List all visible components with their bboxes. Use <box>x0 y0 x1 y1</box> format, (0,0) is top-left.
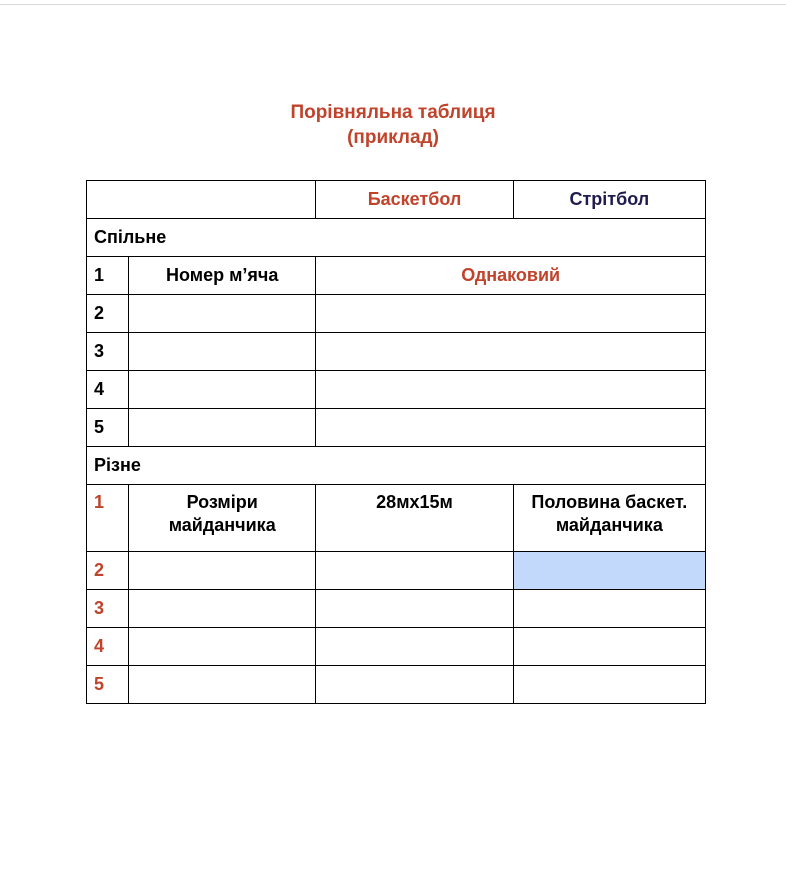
table-row <box>87 409 706 447</box>
table-row <box>87 295 706 333</box>
section-different-row <box>87 447 706 485</box>
row-number[interactable]: 2 <box>87 552 129 590</box>
table-row <box>87 371 706 409</box>
row-number[interactable]: 3 <box>87 333 129 371</box>
selected-streetball-cell[interactable] <box>513 552 705 590</box>
common-value-cell[interactable] <box>316 409 706 447</box>
table-row <box>87 666 706 704</box>
feature-cell[interactable] <box>129 295 316 333</box>
comparison-table <box>86 180 706 704</box>
basketball-value-cell[interactable] <box>316 590 513 628</box>
feature-cell[interactable] <box>129 333 316 371</box>
feature-cell[interactable]: Номер м’яча <box>129 257 316 295</box>
section-common-row <box>87 219 706 257</box>
streetball-value-cell[interactable] <box>513 628 705 666</box>
feature-cell[interactable] <box>129 552 316 590</box>
streetball-value-cell[interactable] <box>513 666 705 704</box>
feature-cell[interactable] <box>129 628 316 666</box>
row-number[interactable]: 1 <box>87 257 129 295</box>
header-row <box>87 181 706 219</box>
header-empty-cell[interactable] <box>87 181 316 219</box>
document-title <box>0 100 786 150</box>
section-common-label[interactable]: Спільне <box>87 219 706 257</box>
streetball-value-cell[interactable]: Половина баскет. майданчика <box>513 485 705 552</box>
feature-cell[interactable] <box>129 590 316 628</box>
row-number[interactable]: 4 <box>87 371 129 409</box>
row-number[interactable]: 5 <box>87 409 129 447</box>
basketball-value-cell[interactable] <box>316 552 513 590</box>
table-row <box>87 485 706 552</box>
table-row <box>87 257 706 295</box>
feature-cell[interactable] <box>129 666 316 704</box>
basketball-value-cell[interactable] <box>316 666 513 704</box>
section-different-label[interactable]: Різне <box>87 447 706 485</box>
feature-cell[interactable]: Розміри майданчика <box>129 485 316 552</box>
table-row <box>87 333 706 371</box>
feature-cell[interactable] <box>129 371 316 409</box>
row-number[interactable]: 1 <box>87 485 129 552</box>
header-streetball[interactable]: Стрітбол <box>513 181 705 219</box>
streetball-value-cell[interactable] <box>513 590 705 628</box>
basketball-value-cell[interactable]: 28мх15м <box>316 485 513 552</box>
common-value-cell[interactable] <box>316 295 706 333</box>
page-top-border <box>0 4 786 5</box>
title-line-1: Порівняльна таблиця <box>290 102 496 123</box>
common-value-cell[interactable] <box>316 371 706 409</box>
title-line-2: (приклад) <box>347 127 439 148</box>
row-number[interactable]: 5 <box>87 666 129 704</box>
feature-cell[interactable] <box>129 409 316 447</box>
header-basketball[interactable]: Баскетбол <box>316 181 513 219</box>
common-value-cell[interactable]: Однаковий <box>316 257 706 295</box>
table-row <box>87 590 706 628</box>
row-number[interactable]: 3 <box>87 590 129 628</box>
row-number[interactable]: 4 <box>87 628 129 666</box>
row-number[interactable]: 2 <box>87 295 129 333</box>
table-row <box>87 552 706 590</box>
basketball-value-cell[interactable] <box>316 628 513 666</box>
common-value-cell[interactable] <box>316 333 706 371</box>
table-row <box>87 628 706 666</box>
